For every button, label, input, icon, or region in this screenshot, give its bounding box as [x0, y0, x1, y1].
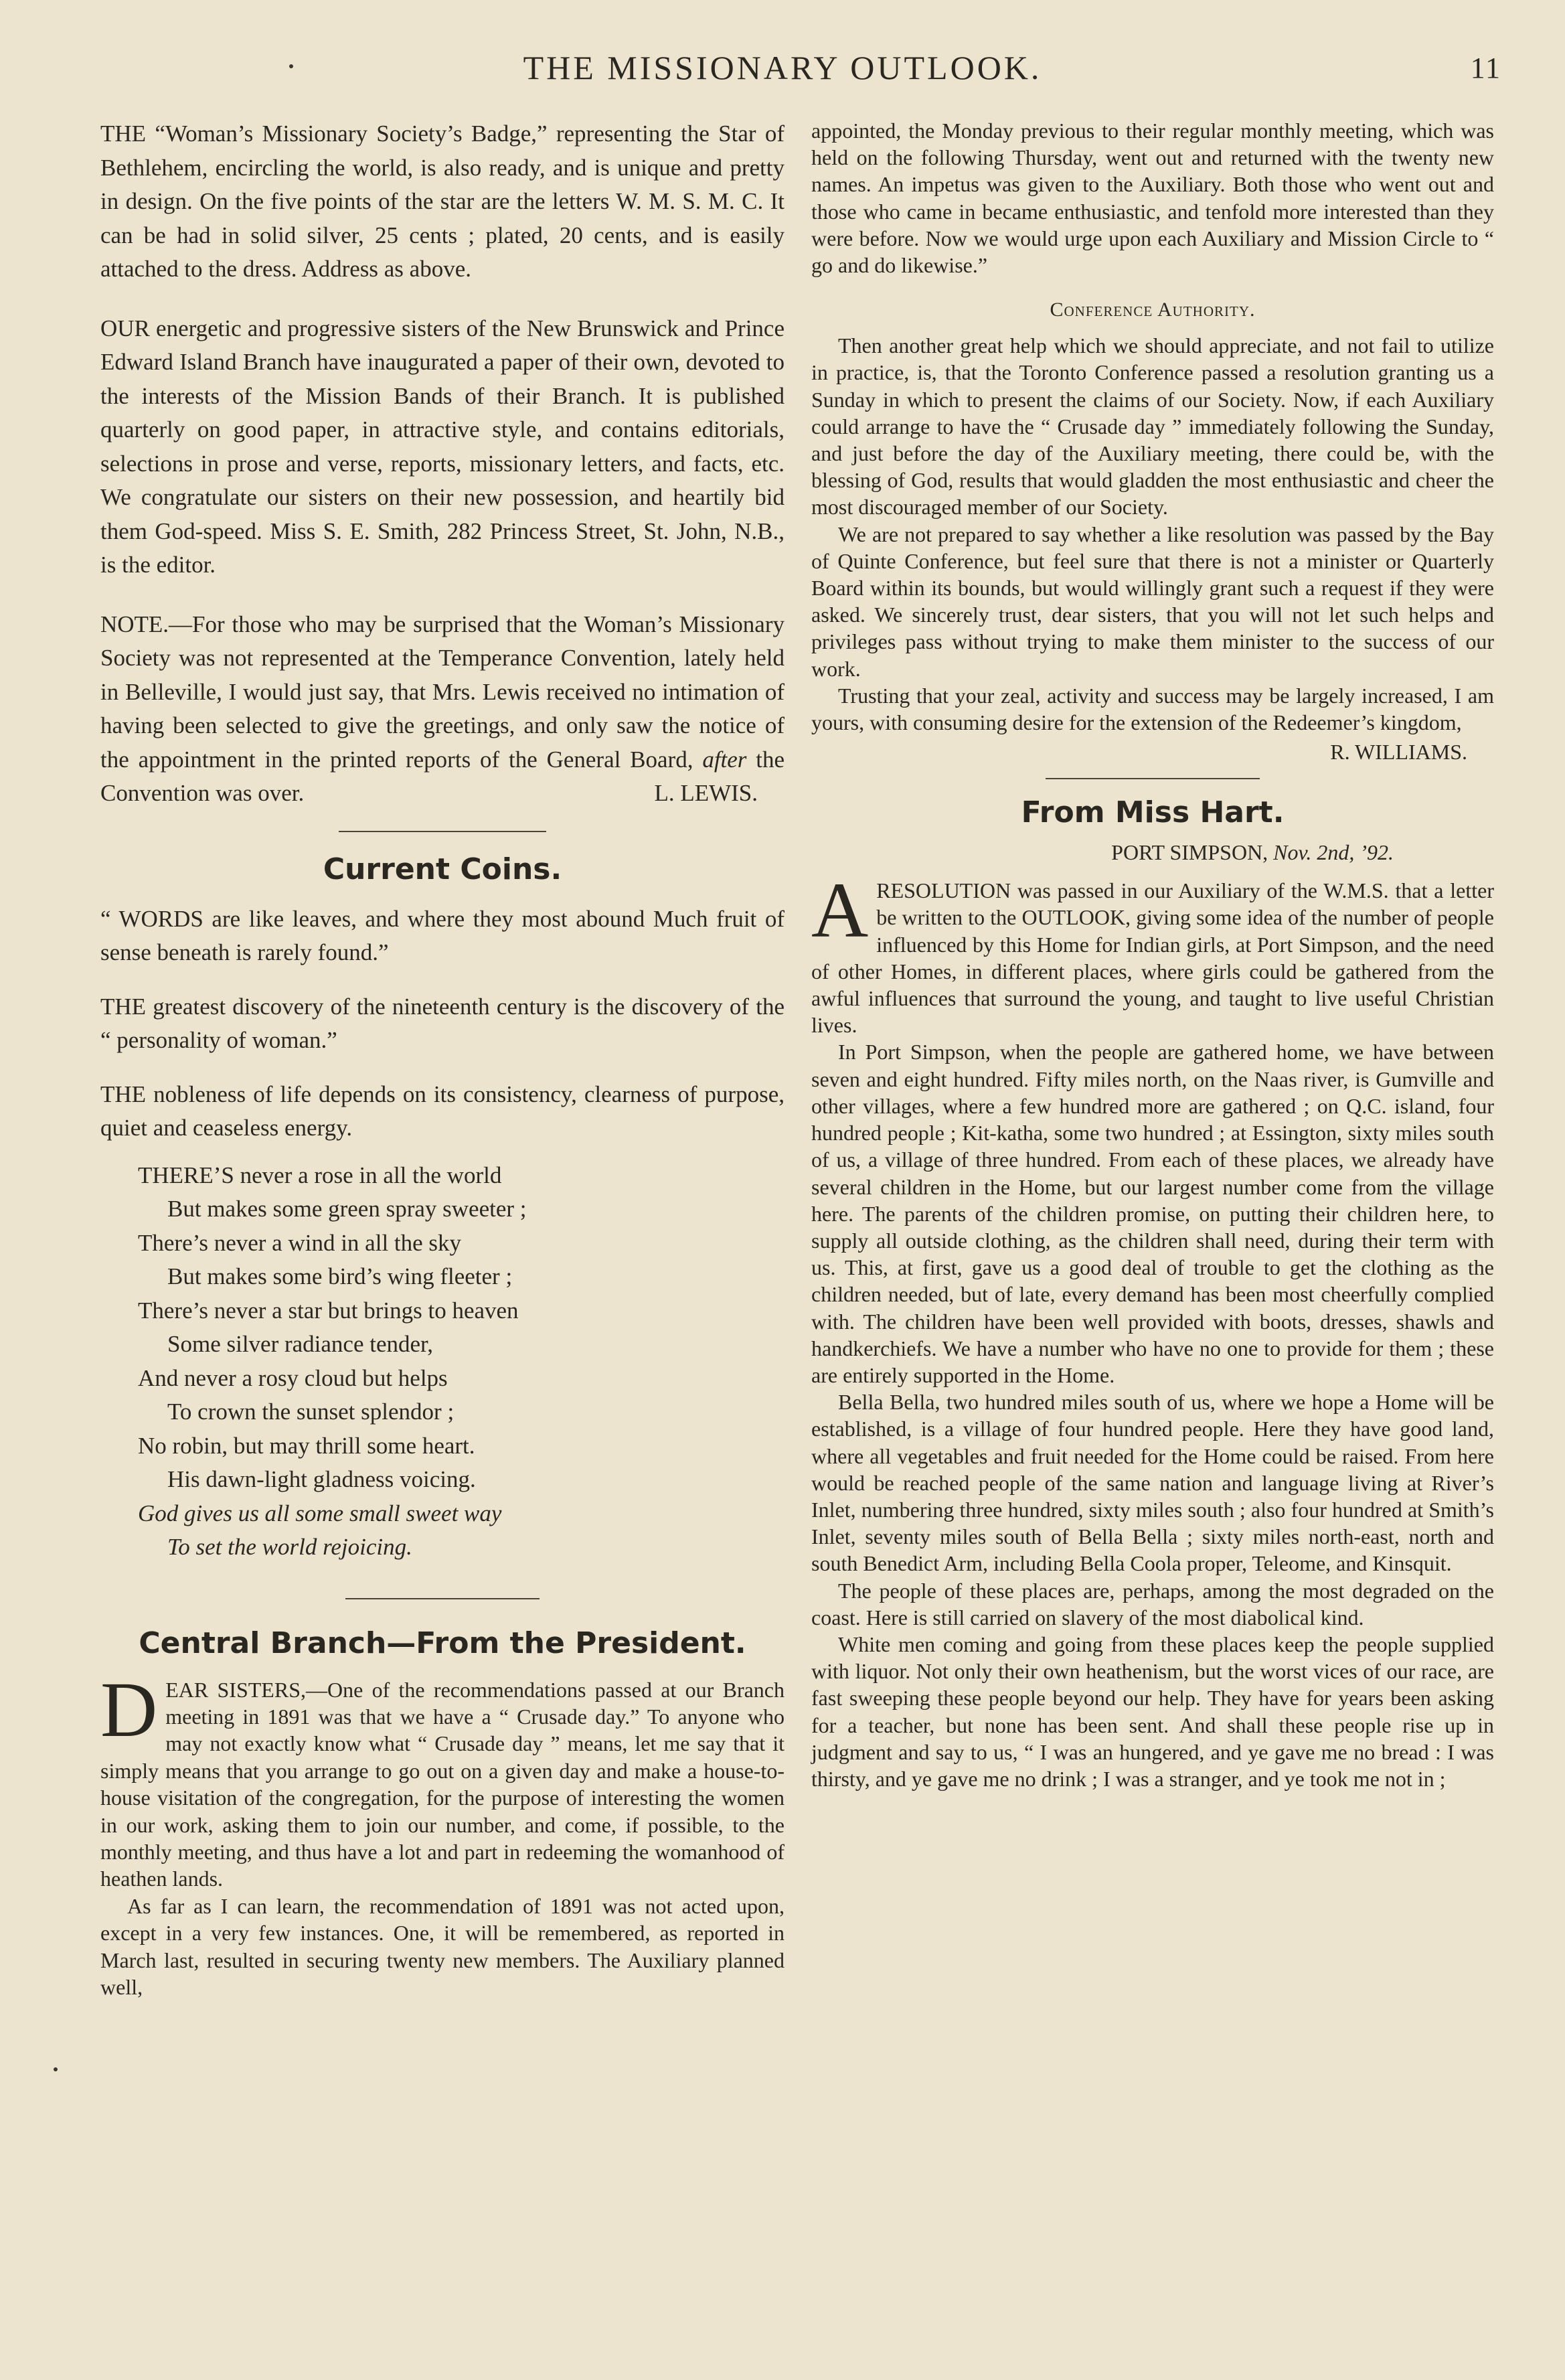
poem-line: His dawn-light gladness voicing. — [167, 1466, 476, 1492]
note-signature: L. LEWIS. — [654, 780, 758, 806]
section-divider — [339, 831, 546, 832]
poem-line: But makes some green spray sweeter ; — [167, 1196, 527, 1222]
conference-paragraph-1: Then another great help which we should appreciate, and not fail to utilize in practice, is, that the Toronto Conference passed a resolution granting us a Sunday in which to present the claims of our Society. Now, if each Auxiliary could arrange to have the “ Crusade day ” immediately following the Sunday, and just before the day of the Auxiliary meeting, there could be, with the blessing of God, results that would gladden the most enthusiastic and cheer the most discouraged member of our Society. — [811, 333, 1494, 520]
note-text-b: the Convention was over. — [100, 746, 785, 806]
hart-text-1: RESOLUTION was passed in our Auxiliary of the W.M.S. that a letter be written to the OUTLOOK, giving some idea of the number of people influenced by this Home for Indian girls, at Port Simpson, and the need of other Homes, in different places, where girls could be gathered from the awful influences that surround the young, and taught to live useful Christian lives. — [811, 878, 1494, 1038]
hart-paragraph-5: White men coming and going from these places keep the people supplied with liquor. Not only their own heathenism, but the worst vices of our race, are fast sweeping these people beyond our help. They have for years been asking for a teacher, but none has been sent. And shall these people rise up in judgment and say to us, “ I was an hungered, and ye gave me no bread : I was thirsty, and ye gave me no drink ; I was a stranger, and ye took me not in ; — [811, 1632, 1494, 1791]
section-divider — [345, 1598, 540, 1599]
poem-line: God gives us all some small sweet way — [138, 1500, 502, 1526]
williams-signature: R. WILLIAMS. — [1330, 740, 1467, 765]
central-paragraph-2: As far as I can learn, the recommendation of 1891 was not acted upon, except in a very few instances. One, it will be remembered, as reported in March last, resulted in securing twenty new members. The Auxiliary planned well, — [100, 1893, 785, 1999]
hart-paragraph-2: In Port Simpson, when the people are gathered home, we have between seven and eight hundred. Fifty miles north, on the Naas river, is Gumville and other villages, where a few hundred more are gathered ; on Q.C. island, four hundred people ; Kit-katha, some two hundred ; at Essington, sixty miles south of us, a village of three hundred. From each of these places, we already have several children in the Home, but our largest number come from the village here. The parents of the children promise, on putting their children here, to supply all outside clothing, as the children shall need, during their term with us. This, at first, gave us a good deal of trouble to get the clothing as the children needed, but of late, every demand has been most cheerfully complied with. The children have been well provided with boots, dresses, shawls and handkerchiefs. We have a number who have no one to provide for them ; these are entirely supported in the Home. — [811, 1040, 1494, 1387]
central-text-1: EAR SISTERS,—One of the recommendations passed at our Branch meeting in 1891 was that we have a “ Crusade day.” To anyone who may not exactly know what “ Crusade day ” means, let me say that it simply means that you arrange to go out on a given day and make a house-to-house visitation of the congregation, for the purpose of interesting the women in our work, asking them to join our number, and come, if possible, to the monthly meeting, and thus have a lot and part in redeeming the womanhood of heathen lands. — [100, 1677, 785, 1891]
coins-quote-words: “ WORDS are like leaves, and where they most abound Much fruit of sense beneath is rarely found.” — [100, 905, 785, 965]
note-text-a: NOTE.—For those who may be surprised that the Woman’s Missionary Society was not represented at the Temperance Convention, lately held in Belleville, I would just say, that Mrs. Lewis received no intimation of having been selected to give the greetings, and only saw the notice of the appointment in the printed reports of the General Board, — [100, 611, 785, 773]
dateline-place: PORT SIMPSON, — [1111, 840, 1268, 865]
drop-cap: D — [100, 1665, 158, 1753]
dateline-date: Nov. 2nd, ’92. — [1273, 840, 1394, 865]
coins-quote-nobleness: THE nobleness of life depends on its consistency, clearness of purpose, quiet and ceaseless energy. — [100, 1081, 785, 1141]
continued-paragraph: appointed, the Monday previous to their regular monthly meeting, which was held on the following Thursday, went out and returned with the twenty new names. An impetus was given to the Auxiliary. Both those who went out and those who came in became enthusiastic, and tenfold more interested than they were before. Now we would urge upon each Auxiliary and Mission Circle to “ go and do likewise.” — [811, 118, 1494, 278]
note-paragraph — [100, 608, 785, 811]
poem-line: No robin, but may thrill some heart. — [138, 1432, 475, 1459]
note-italic: after — [702, 746, 747, 773]
poem-line: There’s never a wind in all the sky — [138, 1229, 462, 1256]
page-number: 11 — [1470, 52, 1501, 84]
central-paragraph-1 — [100, 1665, 785, 1893]
poem — [138, 1159, 785, 1565]
dateline — [811, 840, 1494, 865]
from-miss-hart-heading: From Miss Hart. — [1021, 795, 1285, 830]
poem-line: Some silver radiance tender, — [167, 1331, 434, 1357]
hart-paragraph-1 — [811, 866, 1494, 1038]
conference-authority-heading: Conference Authority. — [1050, 299, 1256, 321]
drop-cap: A — [811, 866, 869, 955]
left-column — [100, 117, 785, 2000]
poem-line: And never a rosy cloud but helps — [138, 1364, 448, 1391]
running-header — [0, 48, 1565, 88]
right-column — [811, 117, 1494, 1792]
hart-paragraph-3: Bella Bella, two hundred miles south of us, where we hope a Home will be established, is a village of four hundred people. Here they have good land, where all vegetables and fruit needed for the Home could be raised. From here would be reached people of the same nation and language living at River’s Inlet, numbering three hundred, sixty miles south ; also four hundred at Smith’s Inlet, seventy miles south of Bella Bella ; sixty miles north-east, north and south Benedict Arm, including Bella Coola proper, Teleome, and Kinsquit. — [811, 1390, 1494, 1576]
magazine-title: THE MISSIONARY OUTLOOK. — [523, 49, 1042, 86]
poem-line: To set the world rejoicing. — [167, 1534, 412, 1560]
central-branch-heading: Central Branch—From the President. — [139, 1625, 746, 1660]
poem-line: To crown the sunset splendor ; — [167, 1399, 455, 1425]
conference-paragraph-2: We are not prepared to say whether a like resolution was passed by the Bay of Quinte Conference, but feel sure that there is not a minister or Quarterly Board within its bounds, but would willingly grant such a request if they were asked. We sincerely trust, dear sisters, that you will not let such helps and privileges pass without trying to make them minister to the success of our work. — [811, 522, 1494, 681]
sisters-paragraph: OUR energetic and progressive sisters of the New Brunswick and Prince Edward Island Branch have inaugurated a paper of their own, devoted to the interests of the Mission Bands of their Branch. It is published quarterly on good paper, in attractive style, and contains editorials, selections in prose and verse, reports, missionary letters, and facts, etc. We congratulate our sisters on their new possession, and heartily bid them God-speed. Miss S. E. Smith, 282 Princess Street, St. John, N.B., is the editor. — [100, 315, 785, 578]
badge-paragraph: THE “Woman’s Missionary Society’s Badge,” representing the Star of Bethlehem, encircling the world, is also ready, and is unique and pretty in design. On the five points of the star are the letters W. M. S. M. C. It can be had in solid silver, 25 cents ; plated, 20 cents, and is easily attached to the dress. Address as above. — [100, 121, 785, 282]
poem-line: THERE’S never a rose in all the world — [138, 1162, 502, 1188]
poem-line: There’s never a star but brings to heaven — [138, 1297, 519, 1324]
conference-paragraph-3: Trusting that your zeal, activity and success may be largely increased, I am yours, with consuming desire for the extension of the Redeemer’s kingdom, — [811, 683, 1494, 735]
coins-quote-woman: THE greatest discovery of the nineteenth century is the discovery of the “ personality of woman.” — [100, 993, 785, 1053]
hart-paragraph-4: The people of these places are, perhaps, among the most degraded on the coast. Here is still carried on slavery of the most diabolical kind. — [811, 1578, 1494, 1630]
print-speck — [54, 2067, 58, 2071]
current-coins-heading: Current Coins. — [323, 852, 562, 886]
section-divider — [1046, 778, 1260, 779]
poem-line: But makes some bird’s wing fleeter ; — [167, 1263, 513, 1289]
